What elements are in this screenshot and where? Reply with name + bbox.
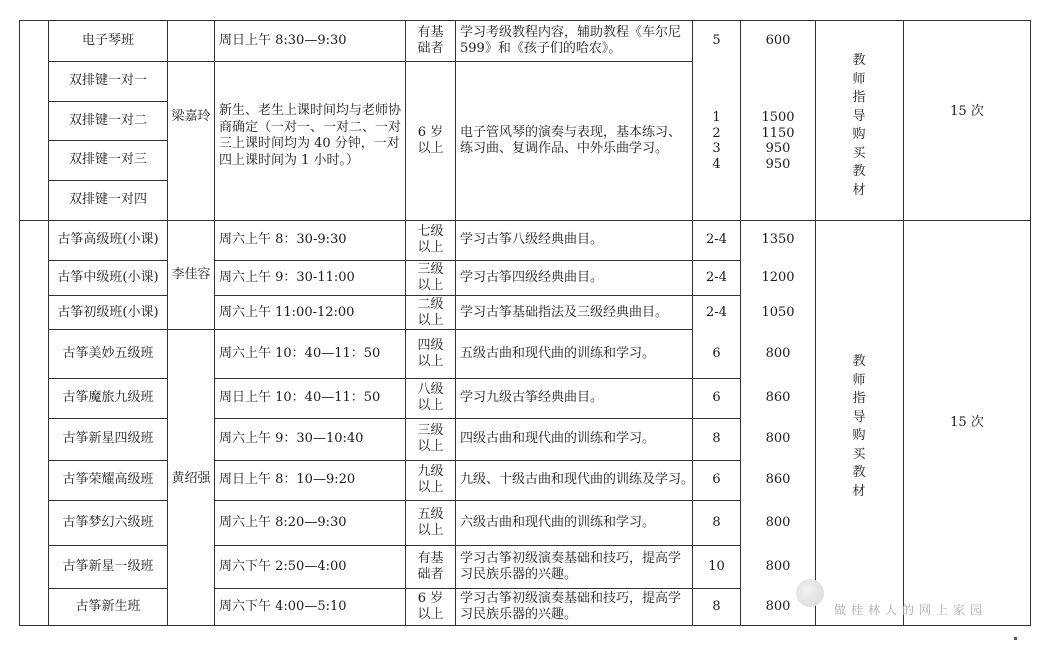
lesson-total: 15 次 (950, 104, 984, 119)
course-content: 学习古筝基础指法及三级经典曲目。 (460, 305, 669, 320)
class-time: 周六上午 11:00-12:00 (219, 305, 355, 320)
materials-note: 教师指导购买教材 (852, 53, 866, 198)
course-price: 860 (765, 472, 791, 487)
entry-requirement: 八级 以上 (417, 382, 444, 413)
course-name: 古筝荣耀高级班 (62, 472, 154, 487)
entry-requirement: 九级 以上 (417, 464, 444, 495)
stray-mark (1014, 637, 1017, 640)
teacher-name: 李佳容 (171, 267, 211, 282)
watermark-logo-icon (796, 579, 824, 607)
course-content: 学习古筝初级演奏基础和技巧，提高学 习民族乐器的兴趣。 (460, 551, 682, 582)
lesson-total: 15 次 (950, 415, 984, 430)
entry-requirement: 6 岁 以上 (417, 591, 444, 622)
course-price: 600 (765, 33, 791, 48)
student-count: 6 (712, 472, 721, 487)
row-divider (48, 500, 168, 501)
class-time: 周六上午 8:20—9:30 (219, 515, 347, 530)
student-count: 5 (712, 33, 721, 48)
course-content: 电子管风琴的演奏与表现，基本练习、 练习曲、复调作品、中外乐曲学习。 (460, 125, 682, 156)
course-price: 1350 (761, 232, 795, 247)
course-price: 1500 1150 950 950 (761, 110, 795, 172)
entry-requirement: 三级 以上 (417, 423, 444, 454)
class-time: 周六上午 9：30—10:40 (219, 431, 364, 446)
row-divider (48, 180, 168, 181)
row-divider (214, 295, 741, 296)
class-time: 周六上午 8：30-9:30 (219, 232, 347, 247)
row-divider (48, 588, 168, 589)
student-count: 8 (712, 515, 721, 530)
student-count: 10 (708, 559, 725, 574)
course-name: 电子琴班 (81, 33, 134, 48)
col-divider (48, 20, 49, 626)
class-time: 周六上午 9：30-11:00 (219, 270, 355, 285)
student-count: 6 (712, 346, 721, 361)
entry-requirement: 七级 以上 (417, 224, 444, 255)
course-name: 古筝高级班(小课) (57, 232, 159, 247)
row-divider (48, 460, 168, 461)
teacher-name: 梁嘉玲 (171, 109, 211, 124)
course-content: 学习古筝四级经典曲目。 (460, 270, 604, 285)
course-content: 九级、十级古曲和现代曲的训练及学习。 (460, 472, 695, 487)
course-price: 800 (765, 431, 791, 446)
course-price: 800 (765, 559, 791, 574)
materials-note: 教师指导购买教材 (852, 354, 866, 499)
table-border-top (19, 20, 1031, 21)
course-name: 古筝初级班(小课) (57, 305, 159, 320)
course-content: 学习古筝初级演奏基础和技巧，提高学 习民族乐器的兴趣。 (460, 591, 682, 622)
row-divider (48, 140, 168, 141)
course-content: 五级古曲和现代曲的训练和学习。 (460, 346, 656, 361)
row-divider (48, 418, 168, 419)
row-divider (214, 460, 741, 461)
entry-requirement: 有基 础者 (417, 551, 444, 582)
course-name: 古筝美妙五级班 (62, 346, 154, 361)
student-count: 1 2 3 4 (712, 110, 721, 172)
class-time: 周六下午 2:50—4:00 (219, 559, 347, 574)
row-divider (48, 101, 168, 102)
row-divider (214, 545, 741, 546)
row-divider (48, 61, 693, 62)
row-divider (48, 329, 693, 330)
class-time: 周日上午 10：40—11：50 (219, 390, 381, 405)
course-content: 学习考级教程内容，辅助教程《车尔尼 599》和《孩子们的哈农》。 (460, 25, 682, 56)
course-content: 四级古曲和现代曲的训练和学习。 (460, 431, 656, 446)
student-count: 2-4 (706, 232, 727, 247)
student-count: 2-4 (706, 305, 727, 320)
course-name: 古筝魔旅九级班 (62, 390, 154, 405)
entry-requirement: 五级 以上 (417, 507, 444, 538)
course-price: 800 (765, 515, 791, 530)
table-border-left (19, 20, 20, 626)
teacher-name: 黄绍强 (171, 471, 211, 486)
course-name: 双排键一对二 (68, 113, 147, 128)
course-content: 六级古曲和现代曲的训练和学习。 (460, 515, 656, 530)
watermark-text: 做桂林人的网上家园 (834, 603, 988, 617)
course-name: 古筝新生班 (75, 599, 141, 614)
class-time: 新生、老生上课时间均与老师协 商确定（一对一、一对二、一对 三上课时间均为 40 分钟，一对 四上课时间为 1 小时。） (219, 103, 402, 168)
class-time: 周六上午 10：40—11：50 (219, 346, 381, 361)
course-price: 1050 (761, 305, 795, 320)
row-divider (48, 378, 168, 379)
entry-requirement: 四级 以上 (417, 338, 444, 369)
class-time: 周六下午 4:00—5:10 (219, 599, 347, 614)
entry-requirement: 有基 础者 (417, 25, 444, 56)
course-name: 古筝新星四级班 (62, 431, 154, 446)
table-border-bottom (19, 625, 1031, 626)
row-divider (214, 588, 741, 589)
student-count: 2-4 (706, 270, 727, 285)
course-name: 古筝中级班(小课) (57, 270, 159, 285)
course-name: 古筝新星一级班 (62, 559, 154, 574)
row-divider (48, 295, 168, 296)
section-divider (19, 220, 1031, 221)
student-count: 8 (712, 599, 721, 614)
row-divider (214, 378, 741, 379)
class-time: 周日上午 8：10—9:20 (219, 472, 356, 487)
course-content: 学习九级古筝经典曲目。 (460, 390, 604, 405)
entry-requirement: 三级 以上 (417, 262, 444, 293)
course-name: 双排键一对三 (68, 152, 147, 167)
entry-requirement: 二级 以上 (417, 297, 444, 328)
course-name: 古筝梦幻六级班 (62, 515, 154, 530)
course-price: 800 (765, 599, 791, 614)
course-price: 860 (765, 390, 791, 405)
row-divider (48, 545, 168, 546)
course-price: 800 (765, 346, 791, 361)
entry-requirement: 6 岁 以上 (417, 125, 444, 156)
row-divider (48, 260, 168, 261)
student-count: 8 (712, 431, 721, 446)
row-divider (214, 260, 741, 261)
student-count: 6 (712, 390, 721, 405)
row-divider (214, 500, 741, 501)
row-divider (214, 418, 741, 419)
course-content: 学习古筝八级经典曲目。 (460, 232, 604, 247)
course-name: 双排键一对一 (68, 73, 147, 88)
course-name: 双排键一对四 (68, 192, 147, 207)
course-price: 1200 (761, 270, 795, 285)
class-time: 周日上午 8:30—9:30 (219, 33, 347, 48)
